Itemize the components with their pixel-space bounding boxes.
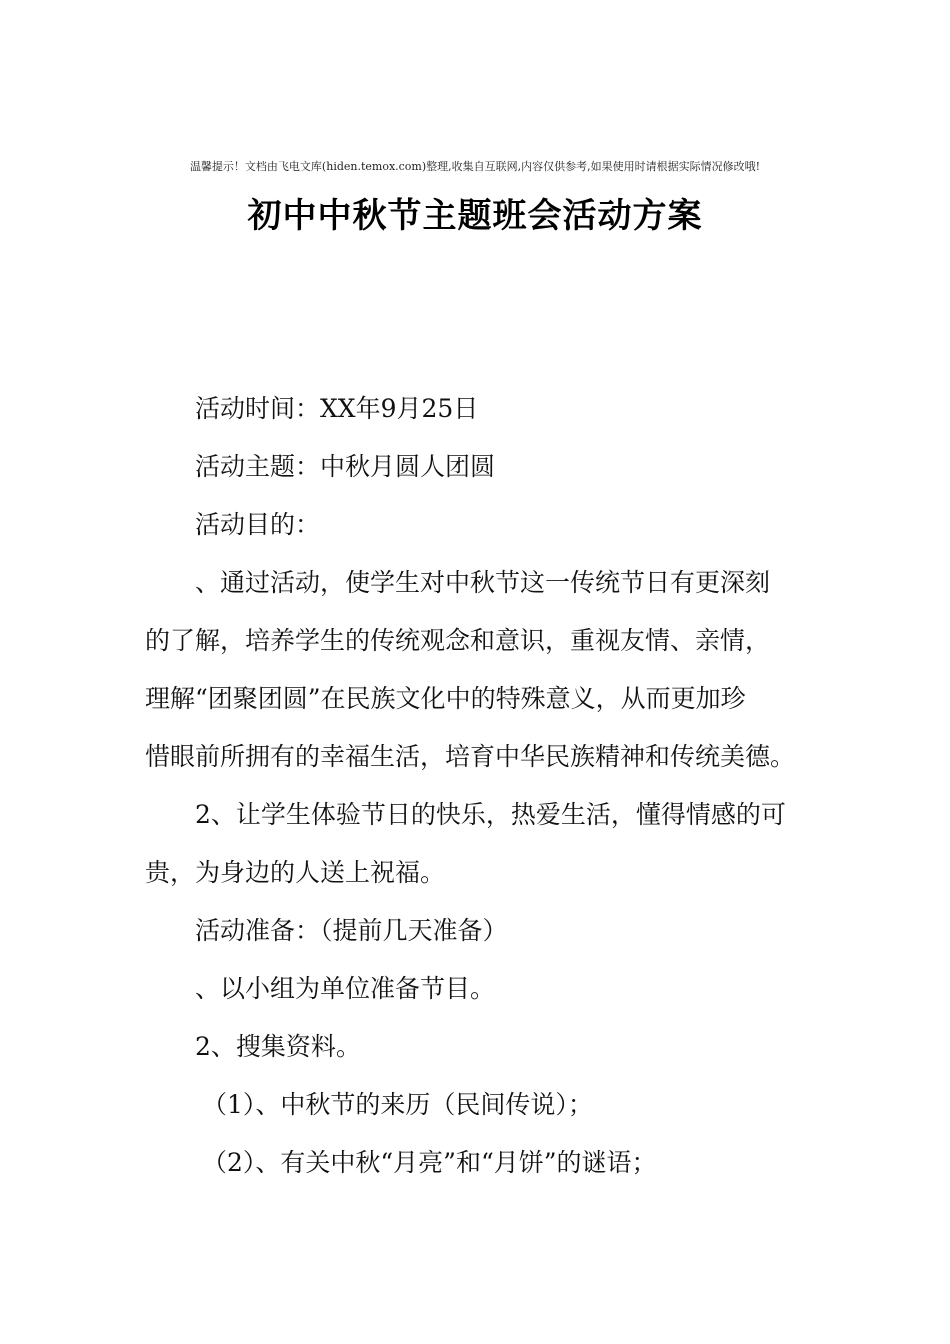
activity-purpose-heading: 活动目的： [195, 510, 321, 539]
purpose-item-1-line-3: 理解“团聚团圆”在民族文化中的特殊意义，从而更加珍 [145, 684, 746, 713]
preparation-item-2: 2、搜集资料。 [195, 1032, 361, 1061]
purpose-item-2-line-1: 2、让学生体验节日的快乐，热爱生活，懂得情感的可 [195, 800, 786, 829]
preparation-subitem-1: （1）、中秋节的来历（民间传说）； [202, 1090, 593, 1119]
preparation-item-1: 、以小组为单位准备节目。 [195, 974, 496, 1003]
purpose-item-2-line-2: 贵，为身边的人送上祝福。 [145, 858, 446, 887]
purpose-item-1-line-1: 、通过活动，使学生对中秋节这一传统节日有更深刻 [195, 568, 771, 597]
purpose-item-1-line-2: 的了解，培养学生的传统观念和意识，重视友情、亲情， [145, 626, 771, 655]
purpose-item-1-line-4: 惜眼前所拥有的幸福生活，培育中华民族精神和传统美德。 [145, 742, 796, 771]
activity-theme-line: 活动主题：中秋月圆人团圆 [195, 452, 496, 481]
preparation-subitem-2: （2）、有关中秋“月亮”和“月饼”的谜语； [202, 1148, 657, 1177]
document-title: 初中中秋节主题班会活动方案 [247, 196, 703, 236]
activity-preparation-heading: 活动准备：（提前几天准备） [195, 916, 508, 945]
activity-time-line: 活动时间：XX年9月25日 [195, 394, 479, 423]
download-notice: 温馨提示！文档由飞电文库(hiden.temox.com)整理,收集自互联网,内容仅供参考,如果使用时请根据实际情况修改哦! [189, 160, 761, 173]
